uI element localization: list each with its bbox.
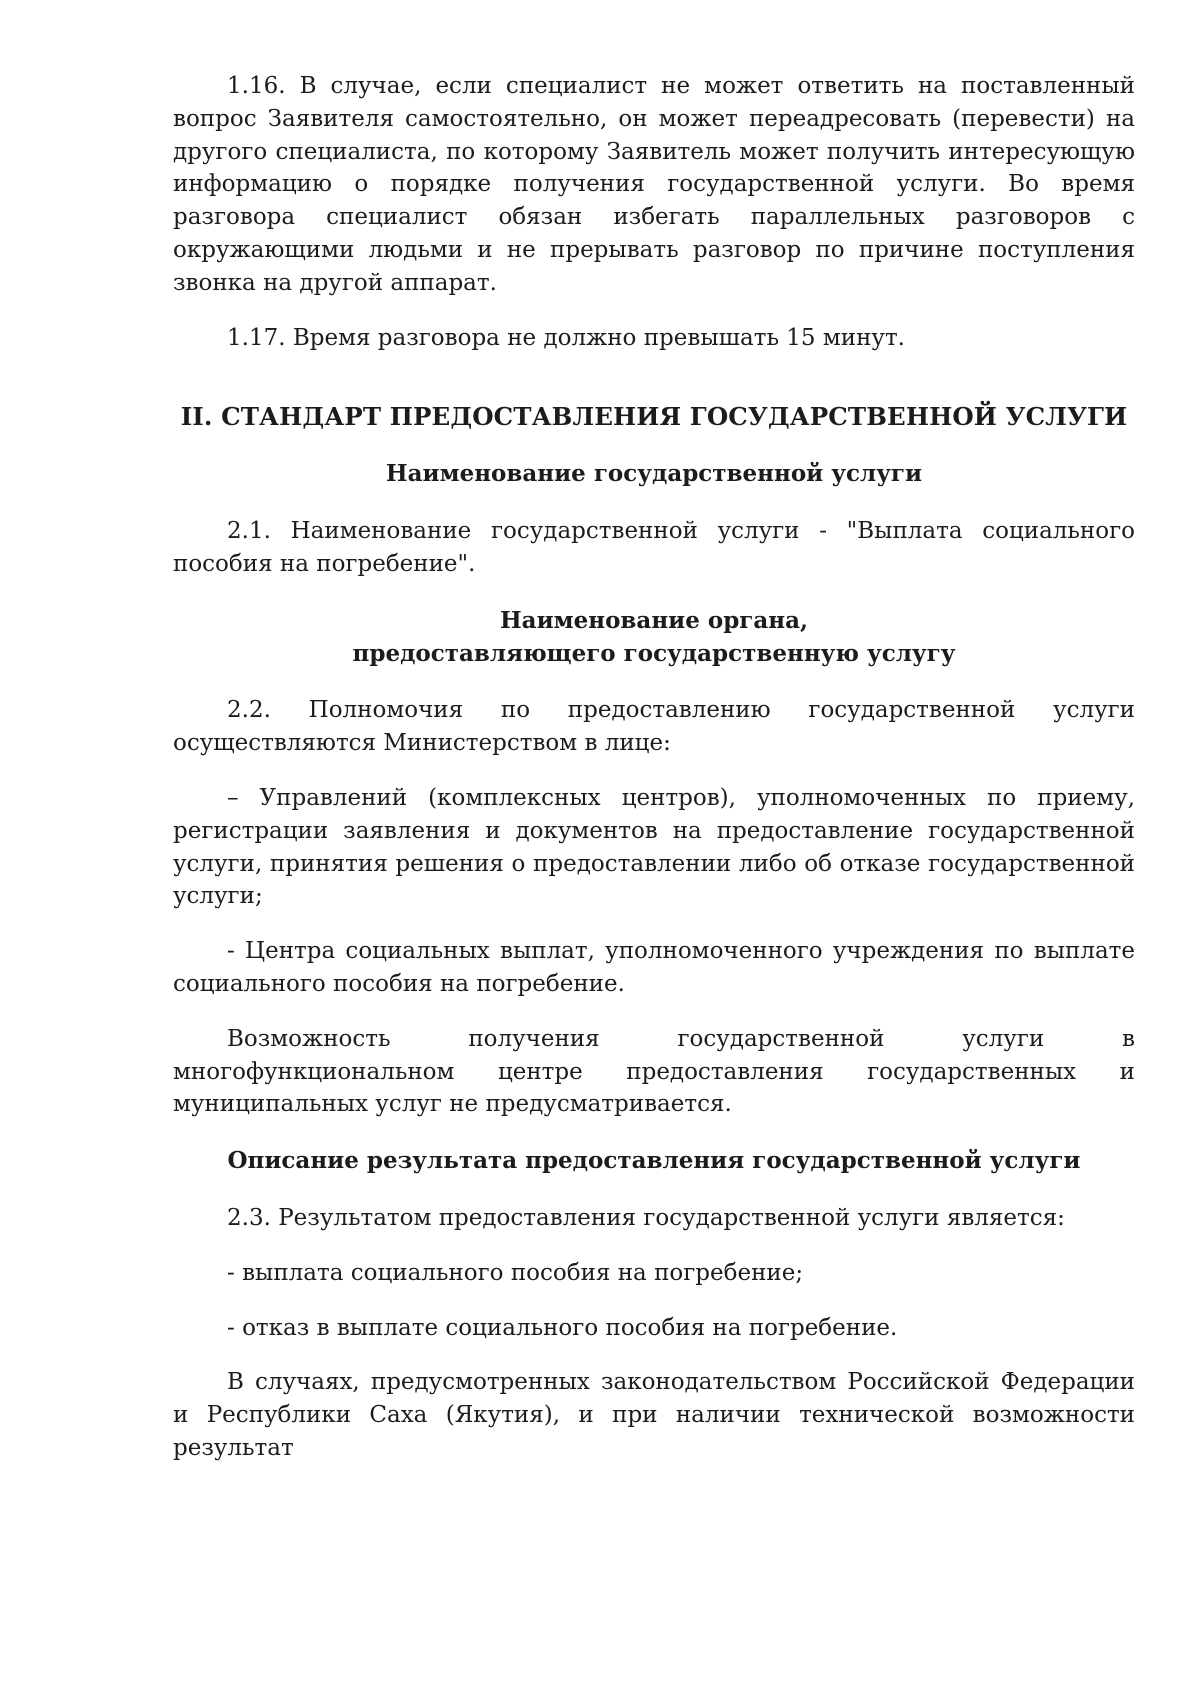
section-ii-title: II. СТАНДАРТ ПРЕДОСТАВЛЕНИЯ ГОСУДАРСТВЕННОЙ УСЛУГИ xyxy=(180,402,1128,432)
paragraph-cases: В случаях, предусмотренных законодательством Российской Федерации и Республики Саха (Якутия), и при наличии технической возможности результат xyxy=(173,1369,1135,1461)
paragraph-mfc: Возможность получения государственной услуги в многофункциональном центре предоставления государственных и муниципальных услуг не предусматривается. xyxy=(173,1025,1135,1118)
heading-result: Описание результата предоставления государственной услуги xyxy=(227,1147,1081,1175)
list-item-centra: - Центра социальных выплат, уполномоченного учреждения по выплате социального пособия на погребение. xyxy=(173,938,1135,997)
heading-organ-line-1: Наименование органа, xyxy=(499,606,809,634)
paragraph-1-16: 1.16. В случае, если специалист не может ответить на поставленный вопрос Заявителя самостоятельно, он может переадресовать (перевести) на другого специалиста, по которому Заявитель может получить интересующую информацию о порядке получения государственной услуги. Во время разговора специалист обязан избегать параллельных разговоров с окружающими людьми и не прерывать разговор по причине поступления звонка на другой аппарат. xyxy=(173,73,1135,296)
list-item-upravleniy: – Управлений (комплексных центров), уполномоченных по приему, регистрации заявления и документов на предоставление государственной услуги, принятия решения о предоставлении либо об отказе государственной услуги; xyxy=(173,784,1135,910)
paragraph-2-1: 2.1. Наименование государственной услуги - "Выплата социального пособия на погребение". xyxy=(173,518,1135,577)
heading-organ xyxy=(173,605,1135,671)
heading-organ-line-2: предоставляющего государственную услугу xyxy=(352,639,956,667)
paragraph-2-2: 2.2. Полномочия по предоставлению государственной услуги осуществляются Министерством в лице: xyxy=(173,697,1135,757)
result-item-refusal: - отказ в выплате социального пособия на погребение. xyxy=(227,1314,898,1341)
result-item-payment: - выплата социального пособия на погребение; xyxy=(227,1259,804,1286)
paragraph-1-17: 1.17. Время разговора не должно превышать 15 минут. xyxy=(227,324,905,351)
paragraph-2-3: 2.3. Результатом предоставления государственной услуги является: xyxy=(227,1204,1065,1231)
document-page xyxy=(173,70,1135,1465)
heading-service-name: Наименование государственной услуги xyxy=(385,460,923,488)
